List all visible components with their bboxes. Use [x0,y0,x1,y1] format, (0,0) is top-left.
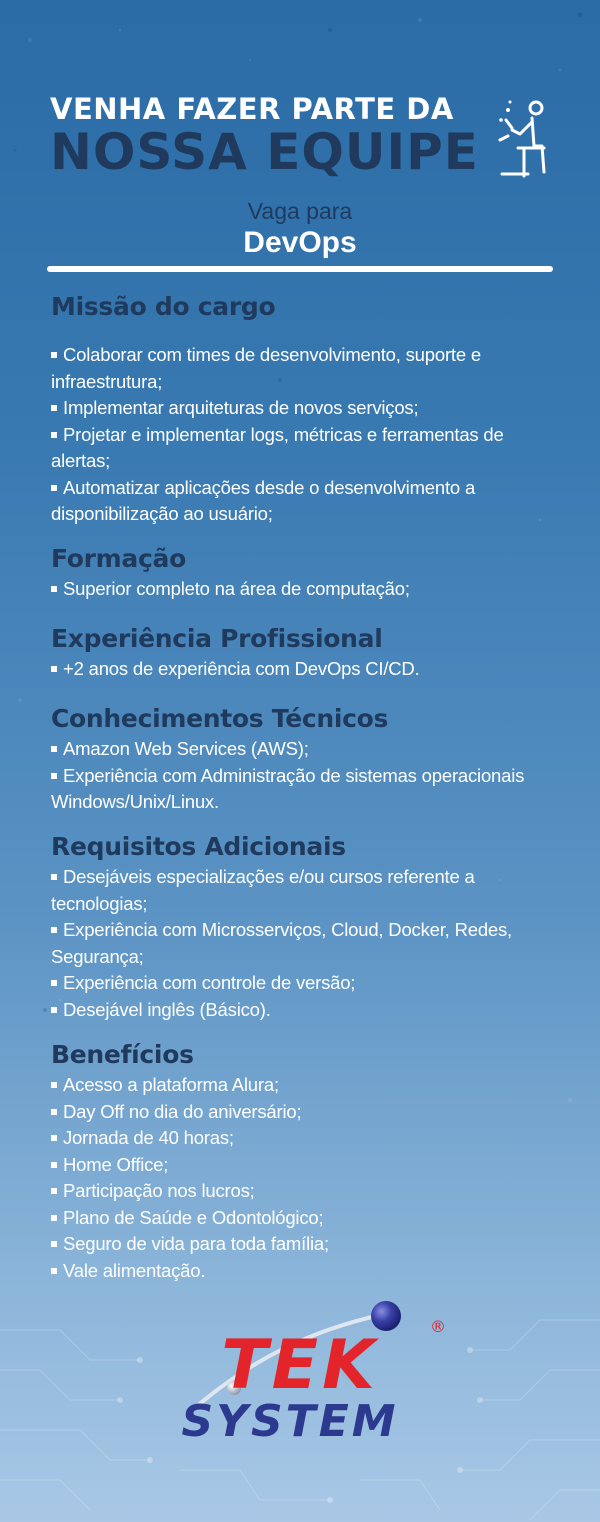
section-conhecimentos [51,702,556,816]
section-title: Formação [51,544,186,573]
section-title: Benefícios [51,1040,194,1069]
bullet-icon [51,980,57,986]
section-missao [51,290,556,528]
section-title: Experiência Profissional [51,624,383,653]
section-title: Conhecimentos Técnicos [51,704,389,733]
bullet-icon [51,1082,57,1088]
list-item-text: Superior completo na área de computação; [63,578,410,599]
list-item [51,342,556,395]
list-item-text: Implementar arquiteturas de novos serviços; [63,397,419,418]
logo-bottom-text: SYSTEM [181,1396,399,1445]
registered-mark: ® [430,1317,446,1336]
headline-line-2: NOSSA EQUIPE [50,123,479,181]
list-item-text: Vale alimentação. [63,1259,206,1281]
list-item [51,1152,329,1179]
bullet-icon [51,1241,57,1247]
list-item [51,1258,329,1285]
list-item-text: Participação nos lucros; [63,1180,255,1201]
list-item [51,736,556,763]
bullet-icon [51,485,57,491]
bullet-icon [51,746,57,752]
tek-system-logo [150,1300,450,1445]
list-item-text: Desejáveis especializações e/ou cursos referente a tecnologias; [51,866,475,914]
vacancy-role: DevOps [243,226,357,259]
beneficios-list [51,1072,329,1284]
bullet-icon [51,1162,57,1168]
list-item [51,1125,329,1152]
section-title: Missão do cargo [51,292,276,321]
list-item-text: Experiência com Administração de sistemas operacionais Windows/Unix/Linux. [51,764,525,812]
section-formacao [51,542,410,603]
list-item [51,970,556,997]
bullet-icon [51,1007,57,1013]
bullet-icon [51,1109,57,1115]
list-item-text: Experiência com Microsserviços, Cloud, Docker, Redes, Segurança; [51,919,512,967]
bullet-icon [51,432,57,438]
list-item [51,864,556,917]
headline-line-1: VENHA FAZER PARTE DA [50,92,454,126]
list-item [51,422,556,475]
header-divider [47,266,553,272]
experiencia-list [51,656,420,683]
bullet-icon [51,352,57,358]
list-item-text: Seguro de vida para toda família; [63,1233,329,1254]
list-item [51,395,556,422]
list-item [51,1205,329,1232]
section-beneficios [51,1038,329,1284]
list-item [51,475,556,528]
section-requisitos [51,830,556,1023]
list-item-text: Amazon Web Services (AWS); [63,738,309,759]
bullet-icon [51,1215,57,1221]
bullet-icon [51,586,57,592]
list-item [51,1072,329,1099]
bullet-icon [51,405,57,411]
requisitos-list [51,864,556,1023]
person-at-desk-icon [498,98,550,182]
list-item-text: Day Off no dia do aniversário; [63,1100,302,1122]
conhecimentos-list [51,736,556,816]
vacancy-label: Vaga para [247,198,353,224]
list-item [51,576,410,603]
logo-top-text: TEK [221,1326,379,1405]
bullet-icon [51,1188,57,1194]
section-experiencia [51,622,420,683]
bullet-icon [51,1135,57,1141]
missao-list [51,342,556,528]
vacancy-block [0,196,600,260]
list-item-text: +2 anos de experiência com DevOps CI/CD. [63,658,420,679]
list-item-text: Jornada de 40 horas; [63,1127,234,1148]
list-item [51,1178,329,1205]
list-item [51,997,556,1024]
section-title: Requisitos Adicionais [51,832,346,861]
list-item-text: Projetar e implementar logs, métricas e ferramentas de alertas; [51,423,504,471]
list-item [51,917,556,970]
poster-header [50,92,560,181]
bullet-icon [51,666,57,672]
list-item-text: Plano de Saúde e Odontológico; [63,1206,324,1228]
list-item [51,656,420,683]
list-item [51,1231,329,1258]
list-item-text: Automatizar aplicações desde o desenvolvimento a disponibilização ao usuário; [51,476,476,524]
bullet-icon [51,773,57,779]
bullet-icon [51,1268,57,1274]
list-item-text: Desejável inglês (Básico). [63,998,271,1020]
list-item-text: Colaborar com times de desenvolvimento, suporte e infraestrutura; [51,344,481,392]
list-item-text: Home Office; [63,1153,169,1175]
list-item [51,1099,329,1126]
list-item-text: Acesso a plataforma Alura; [63,1074,279,1095]
formacao-list [51,576,410,603]
bullet-icon [51,874,57,880]
list-item [51,763,556,816]
bullet-icon [51,927,57,933]
list-item-text: Experiência com controle de versão; [63,972,356,993]
